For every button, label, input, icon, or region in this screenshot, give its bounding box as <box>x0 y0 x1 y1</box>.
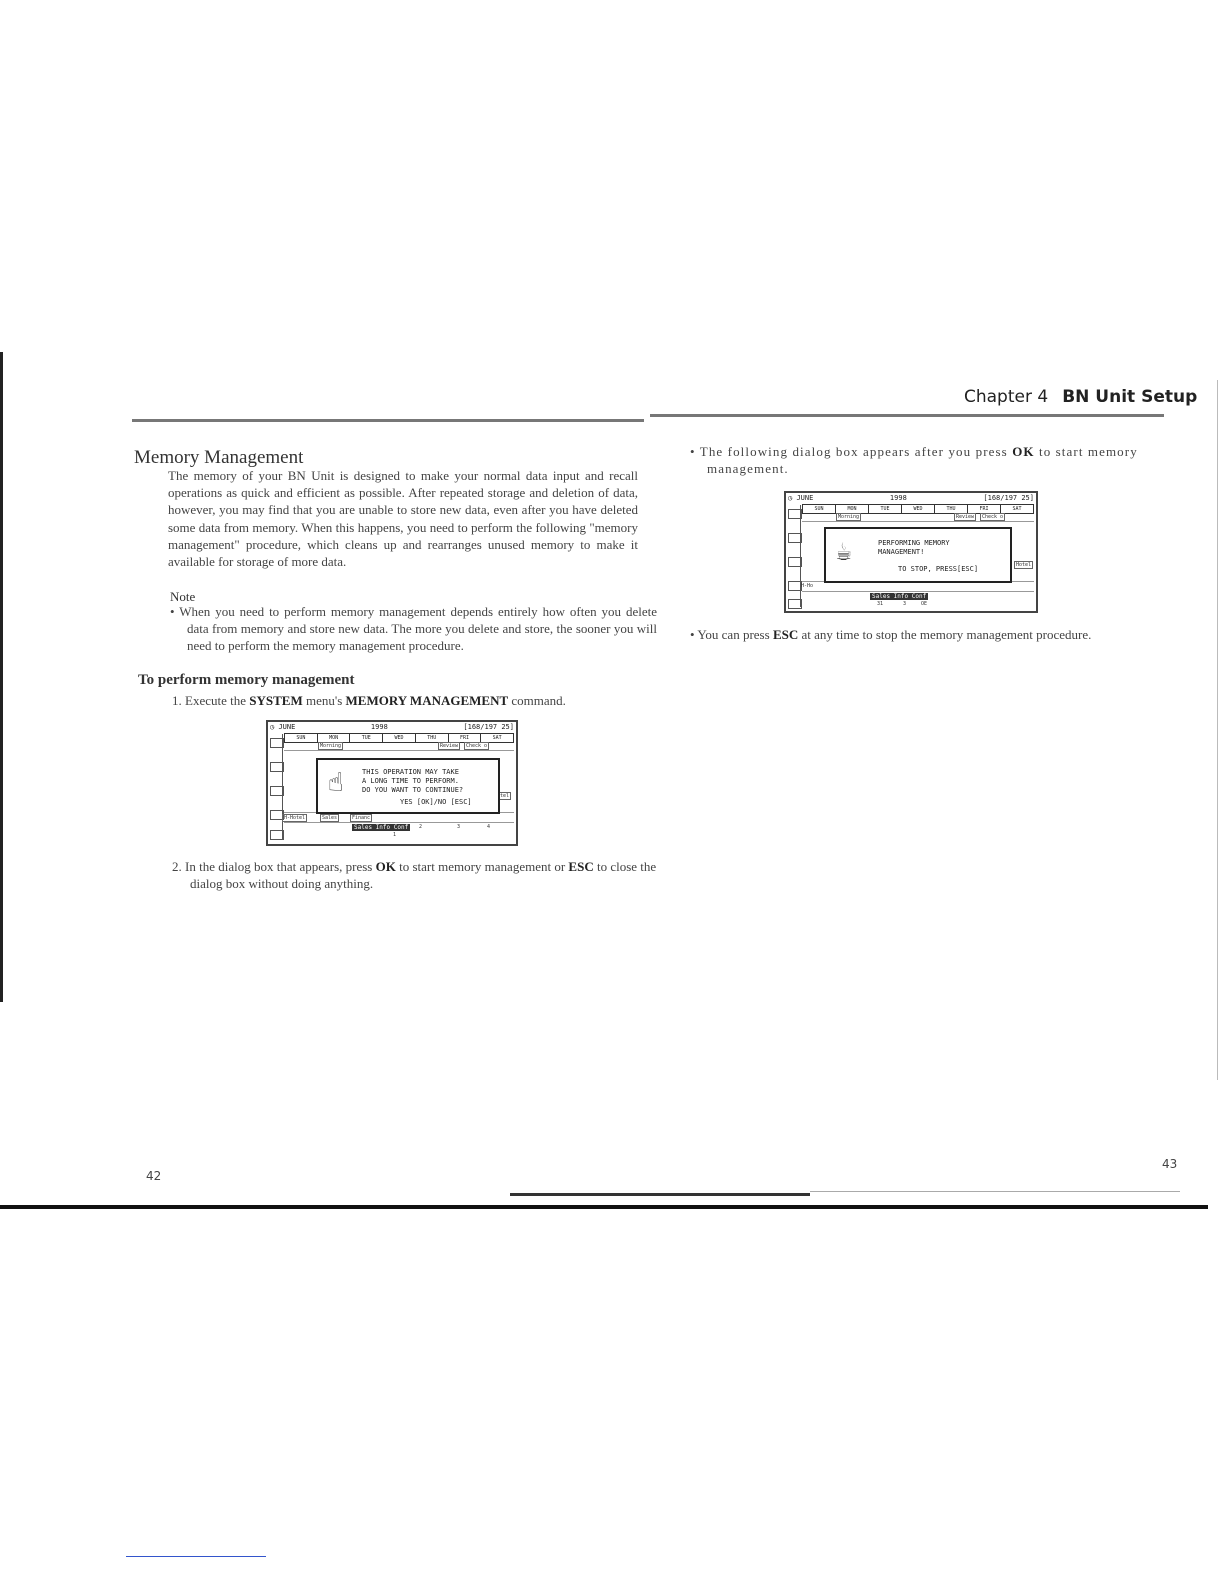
hand-pointer-icon: ☝ <box>328 768 344 798</box>
grid-line <box>802 521 1034 522</box>
calendar-counter: [168/197 25] <box>463 723 514 731</box>
page-number-right: 43 <box>1162 1157 1178 1171</box>
screenshot-confirm-dialog <box>266 720 518 846</box>
step-1-mid: menu's <box>305 693 343 708</box>
weekday-thu: THU <box>935 505 968 513</box>
dialog-line: THIS OPERATION MAY TAKE <box>362 768 459 776</box>
step-1-number: 1. <box>172 693 182 708</box>
calendar-counter: [168/197 25] <box>983 494 1034 502</box>
binder-tab <box>270 786 284 796</box>
step-2-esc: ESC <box>568 859 594 874</box>
footer-underline <box>126 1556 266 1557</box>
chapter-label: Chapter 4 <box>964 387 1049 407</box>
binder-tab <box>788 599 802 609</box>
page-left-edge <box>0 352 3 1002</box>
step-2-number: 2. <box>172 859 182 874</box>
step-2-post: to close the dialog box without doing anything. <box>190 859 657 891</box>
binder-tab <box>270 738 284 748</box>
calendar-entry: Review <box>440 743 459 749</box>
calendar-header <box>270 723 514 733</box>
step-2-pre: In the dialog box that appears, press <box>185 859 373 874</box>
calendar-month: ◷ JUNE <box>270 723 296 731</box>
calendar-entry: tel <box>500 793 510 799</box>
coffee-cup-icon: ☕ <box>836 537 852 567</box>
calendar-entry: H-Ho <box>801 583 814 589</box>
bottom-number: 1 <box>393 832 397 838</box>
weekday-fri: FRI <box>968 505 1001 513</box>
intro-paragraph: The memory of your BN Unit is designed to make your normal data input and recall operations as quick and efficient as possible. After repeated storage and deletion of data, however, you may find that you are unable to store new data, even after you have deleted some data from memory. When this happens, you need to perform the following "memory management" procedure, which cleans up and rearranges unused memory to make it available for storage of more data. <box>168 468 638 570</box>
bottom-number: 31 <box>877 601 884 607</box>
weekday-sun: SUN <box>803 505 836 513</box>
header-rule-left <box>132 419 644 422</box>
right-bullet-2-esc: ESC <box>772 627 799 642</box>
calendar-entry: Review <box>956 514 975 520</box>
step-2 <box>172 858 660 892</box>
binder-tab <box>270 762 284 772</box>
step-1-post: command. <box>511 693 566 708</box>
status-bar-text: Sales Info Conf <box>354 824 409 831</box>
page-number-left: 42 <box>146 1169 162 1183</box>
chapter-title: BN Unit Setup <box>1062 387 1198 407</box>
grid-line <box>284 750 514 751</box>
weekday-fri: FRI <box>449 734 482 742</box>
calendar-year: 1998 <box>889 494 907 502</box>
section-title: Memory Management <box>134 447 304 468</box>
grid-line <box>284 822 514 823</box>
step-1-menu: SYSTEM <box>249 693 303 708</box>
right-bullet-1: • The following dialog box appears after you press OK to start memory management. <box>690 444 1138 476</box>
page-bottom-edge <box>0 1205 1208 1209</box>
step-2-ok: OK <box>375 859 396 874</box>
dialog-line: A LONG TIME TO PERFORM. <box>362 777 459 785</box>
calendar-entry: Check o <box>466 743 488 749</box>
dialog-stop-hint: TO STOP, PRESS[ESC] <box>898 565 979 573</box>
weekday-tue: TUE <box>350 734 383 742</box>
dialog-line: DO YOU WANT TO CONTINUE? <box>362 786 464 794</box>
bottom-number: 3 <box>903 601 907 607</box>
calendar-entry: Morning <box>838 514 860 520</box>
calendar-entry: Financ <box>352 815 371 821</box>
progress-dialog <box>824 527 1012 583</box>
calendar-entry: Sales <box>322 815 338 821</box>
confirm-dialog <box>316 758 500 814</box>
dialog-line: PERFORMING MEMORY <box>878 539 950 547</box>
page-right-edge <box>1217 380 1218 1080</box>
bottom-number: OE <box>921 601 928 607</box>
step-1-command: MEMORY MANAGEMENT <box>345 693 509 708</box>
right-bullet-1-pre: The following dialog box appears after you press <box>699 444 1008 459</box>
weekday-thu: THU <box>416 734 449 742</box>
weekday-wed: WED <box>902 505 935 513</box>
binder-tab <box>270 830 284 840</box>
status-bar-text: Sales Info Conf <box>872 593 927 600</box>
weekday-wed: WED <box>383 734 416 742</box>
weekday-sat: SAT <box>492 735 502 741</box>
footer-rule-thick <box>510 1193 810 1196</box>
right-bullet-1-post: to start memory management. <box>707 444 1138 476</box>
dialog-line: MANAGEMENT! <box>878 548 925 556</box>
weekday-tue: TUE <box>869 505 902 513</box>
note-bullet: • When you need to perform memory management depends entirely how often you delete data from memory and store new data. The more you delete and store, the sooner you will need to perform the memory management procedure. <box>170 604 657 653</box>
subsection-title: To perform memory management <box>138 672 355 688</box>
weekday-sat: SAT <box>1012 506 1022 512</box>
note-bullet-text: When you need to perform memory management depends entirely how often you delete data from memory and store new data. The more you delete and store, the sooner you will need to perform the memory management procedure. <box>179 604 657 653</box>
calendar-year: 1998 <box>370 723 388 731</box>
chapter-header <box>964 387 1197 407</box>
note-title: Note <box>170 589 196 604</box>
binder-tab <box>788 533 802 543</box>
step-1 <box>172 692 642 709</box>
dialog-yes-no: YES [OK]/NO [ESC] <box>400 798 472 806</box>
calendar-entry: Check o <box>982 514 1004 520</box>
header-rule-right <box>650 414 1164 417</box>
binder-tab <box>788 557 802 567</box>
weekday-mon: MON <box>318 734 351 742</box>
calendar-entry: Morning <box>320 743 342 749</box>
grid-line <box>802 591 1034 592</box>
step-1-pre: Execute the <box>185 693 246 708</box>
bottom-number: 4 <box>487 824 491 830</box>
bottom-number: 2 <box>419 824 423 830</box>
binder-tab <box>788 509 802 519</box>
weekday-sun: SUN <box>285 734 318 742</box>
calendar-month: ◷ JUNE <box>788 494 814 502</box>
weekday-mon: MON <box>836 505 869 513</box>
binder-rail <box>788 505 801 607</box>
calendar-entry: H-Hotel <box>284 815 306 821</box>
calendar-entry: Hotel <box>1016 562 1032 568</box>
right-bullet-2-post: at any time to stop the memory management procedure. <box>801 627 1092 642</box>
screenshot-progress-dialog <box>784 491 1038 613</box>
right-bullet-2: • You can press ESC at any time to stop the memory management procedure. <box>690 627 1092 642</box>
right-bullet-1-ok: OK <box>1012 444 1035 459</box>
footer-rule-thin <box>810 1191 1180 1192</box>
right-bullet-2-pre: You can press <box>697 627 770 642</box>
calendar-header <box>788 494 1034 504</box>
step-2-mid: to start memory management or <box>399 859 566 874</box>
binder-rail <box>270 734 283 840</box>
bottom-number: 3 <box>457 824 461 830</box>
